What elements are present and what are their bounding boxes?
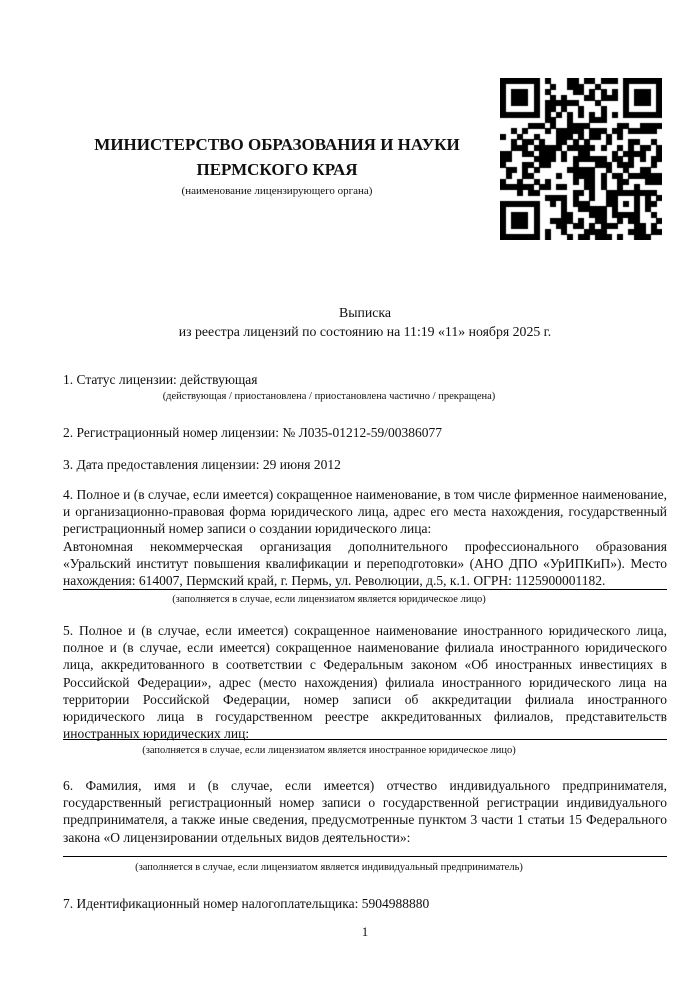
licensing-authority-block: [63, 132, 491, 198]
item-individual-entrepreneur: 6. Фамилия, имя и (в случае, если имеется) отчество индивидуального предпринимателя, государственный регистрационный номер записи о государственной регистрации индивидуального предпринимателя, а также иные сведения, предусмотренные пунктом 3 части 1 статьи 15 Федерального закона «О лицензировании отдельных видов деятельности»:: [63, 778, 667, 845]
separator-line: [63, 589, 667, 590]
item-taxpayer-number: 7. Идентификационный номер налогоплательщика: 5904988880: [63, 896, 430, 911]
item-legal-entity: [63, 486, 667, 589]
qr-code-icon: [500, 78, 662, 240]
item-registration-number: 2. Регистрационный номер лицензии: № Л035-01212-59/00386077: [63, 425, 443, 440]
separator-line: [63, 739, 667, 740]
item-grant-date: 3. Дата предоставления лицензии: 29 июня 2012: [63, 457, 341, 472]
item-foreign-entity: 5. Полное и (в случае, если имеется) сокращенное наименование иностранного юридического лица, полное и (в случае, если имеется) сокращенное наименование филиала иностранного юридического лица, аккредитованного в соответствии с Федеральным законом «Об иностранных инвестициях в Российской Федерации», адрес (место нахождения) филиала иностранного юридического лица на территории Российской Федерации, номер записи об аккредитации филиала иностранного юридического лица в государственном реестре аккредитованных филиалов, представительств иностранных юридических лиц:: [63, 623, 667, 742]
ministry-name-caption: (наименование лицензирующего органа): [181, 185, 373, 197]
item-license-status-note: (действующая / приостановлена / приостановлена частично / прекращена): [162, 391, 496, 402]
document-title-line1: Выписка: [339, 305, 391, 320]
ministry-name-line1: МИНИСТЕРСТВО ОБРАЗОВАНИЯ И НАУКИ: [94, 135, 460, 154]
item-individual-entrepreneur-note: (заполняется в случае, если лицензиатом является индивидуальный предприниматель): [135, 862, 523, 873]
item-license-status: 1. Статус лицензии: действующая: [63, 372, 258, 387]
separator-line: [63, 856, 667, 857]
item-legal-entity-value: Автономная некоммерческая организация дополнительного профессионального образования «Уральский институт повышения квалификации и переподготовки» (АНО ДПО «УрИПКиП»). Место нахождения: 614007, Пермский край, г. Пермь, ул. Революции, д.5, к.1. ОГРН: 1125900001182.: [63, 538, 667, 589]
ministry-name-line2: ПЕРМСКОГО КРАЯ: [196, 160, 358, 179]
document-title-line2: из реестра лицензий по состоянию на 11:19 «11» ноября 2025 г.: [178, 323, 552, 339]
item-legal-entity-label: 4. Полное и (в случае, если имеется) сокращенное наименование, в том числе фирменное наименование, и организационно-правовая форма юридического лица, адрес его места нахождения, государственный регистрационный номер записи о создании юридического лица:: [63, 487, 667, 537]
document-title: [63, 304, 667, 341]
item-legal-entity-note: (заполняется в случае, если лицензиатом является юридическое лицо): [172, 594, 486, 605]
item-foreign-entity-note: (заполняется в случае, если лицензиатом является иностранное юридическое лицо): [142, 745, 516, 756]
page-number: 1: [361, 924, 369, 939]
